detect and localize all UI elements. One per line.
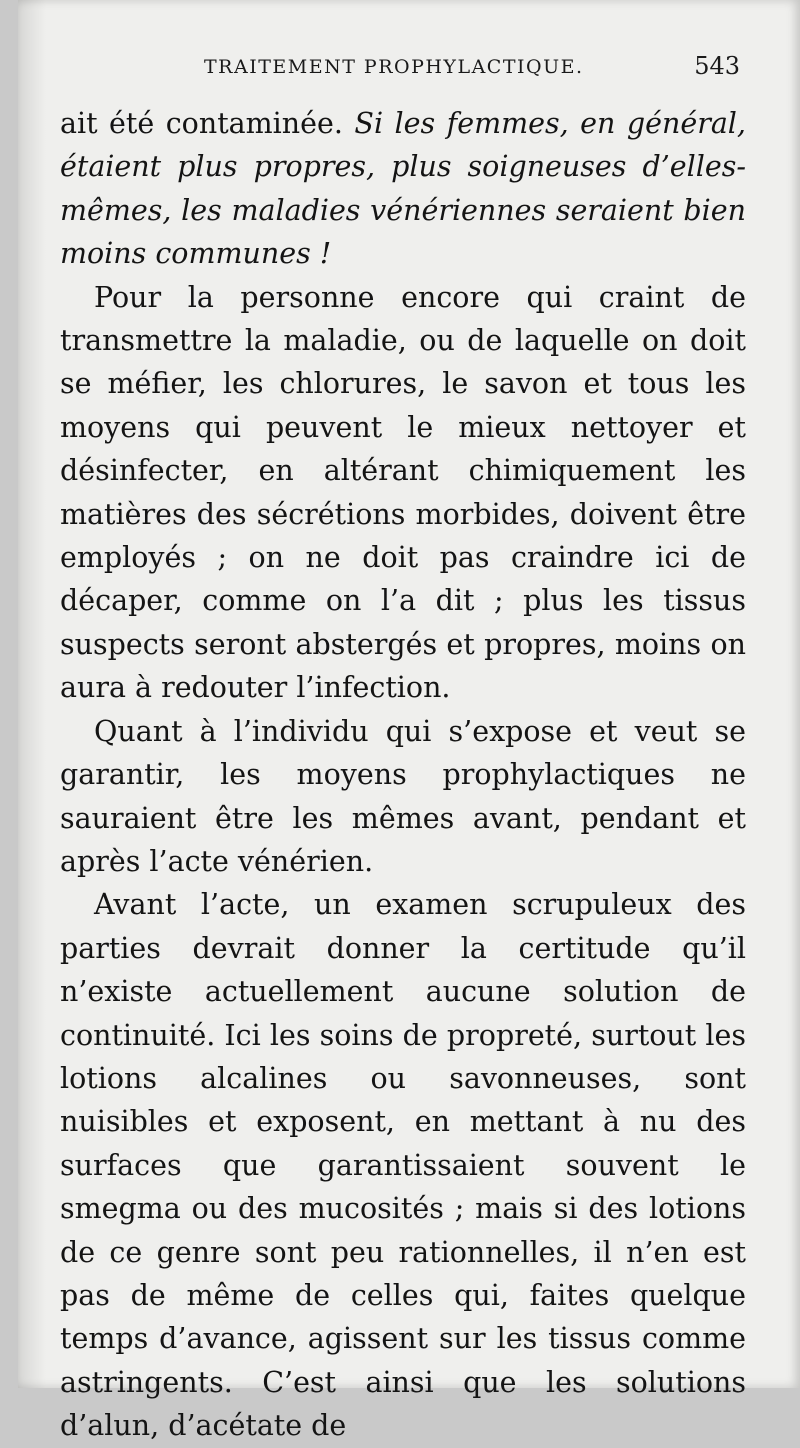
paragraph-2: Pour la personne encore qui craint de transmettre la maladie, ou de laquelle on doit se méfier, les chlorures, le savon et tous les moyens qui peuvent le mieux nettoyer et désinfecter, en altérant chimiquement les matières des sécrétions morbides, doivent être employés ; on ne doit pas craindre ici de décaper, comme on l’a dit ; plus les tissus suspects seront abstergés et propres, moins on aura à redouter l’infection. <box>60 280 746 705</box>
paragraph-1-normal: ait été contaminée. <box>60 107 355 140</box>
running-title: TRAITEMENT PROPHYLACTIQUE. <box>204 56 584 78</box>
book-page <box>18 0 800 1443</box>
page-header <box>18 46 800 86</box>
paragraph-4: Avant l’acte, un examen scrupuleux des parties devrait donner la certitude qu’il n’existe actuellement aucune solution de continuité. Ici les soins de propreté, surtout les lotions alcalines ou savonneuses, sont nuisibles et exposent, en mettant à nu des surfaces que garantissaient souvent le smegma ou des mucosités ; mais si des lotions de ce genre sont peu rationnelles, il n’en est pas de même de celles qui, faites quelque temps d’avance, agissent sur les tissus comme astringents. C’est ainsi que les solutions d’alun, d’acétate de <box>60 888 746 1443</box>
page-number: 543 <box>694 52 740 80</box>
paragraph-1 <box>60 102 746 276</box>
paragraph-3: Quant à l’individu qui s’expose et veut se garantir, les moyens prophylactiques ne sauraient être les mêmes avant, pendant et après l’acte vénérien. <box>60 714 746 878</box>
paragraph-1-italic: Si les femmes, en général, étaient plus propres, plus soigneuses d’elles-mêmes, les maladies vénériennes seraient bien moins communes ! <box>60 107 746 271</box>
body-text <box>60 102 746 1448</box>
